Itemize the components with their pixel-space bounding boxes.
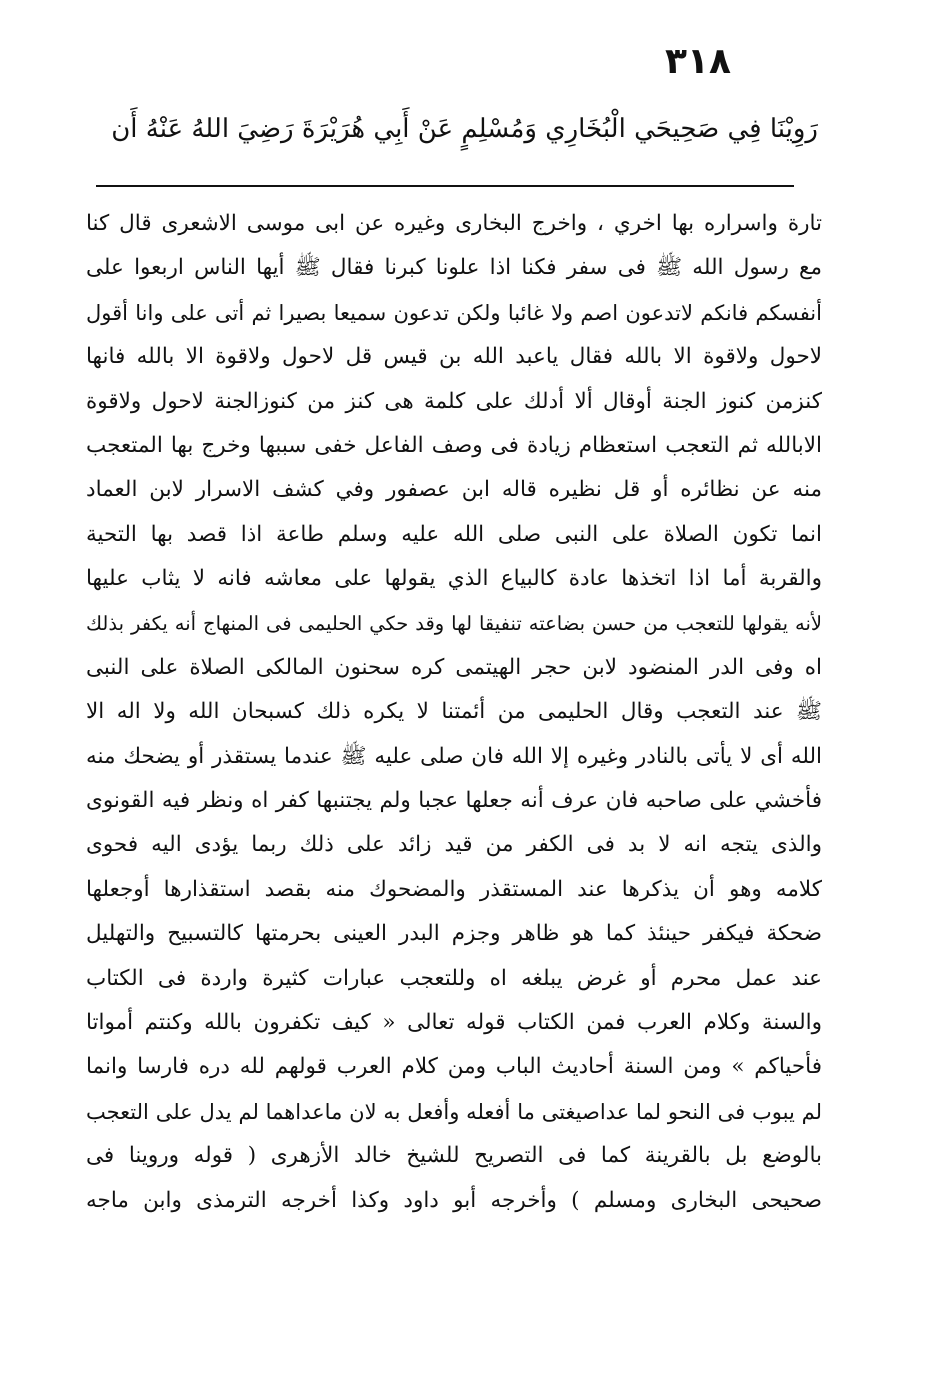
commentary-line: والذى يتجه انه لا بد فى الكفر من قيد زائد على ذلك ربما يؤدى اليه فحوى xyxy=(86,832,822,858)
commentary-line: تارة واسراره بها اخري ، واخرج البخارى وغيره عن ابى موسى الاشعرى قال كنا xyxy=(86,211,822,236)
commentary-line: مع رسول الله ﷺ فى سفر فكنا اذا علونا كبرنا فقال ﷺ أيها الناس اربعوا على xyxy=(86,255,822,281)
page-number: ٣١٨ xyxy=(665,41,731,82)
commentary-line: منه عن نظائره أو قل نظيره قاله ابن عصفور وفي كشف الاسرار لابن العماد xyxy=(86,477,822,503)
commentary-line: كنزمن كنوز الجنة أوقال ألا أدلك على كلمة هى كنز من كنوزالجنة لاحول ولاقوة xyxy=(86,388,822,414)
commentary-line: اه وفى الدر المنضود لابن حجر الهيتمى كره سحنون المالكى الصلاة على النبى xyxy=(86,654,822,680)
commentary-line: والسنة وكلام العرب فمن الكتاب قوله تعالى « كيف تكفرون بالله وكنتم أمواتا xyxy=(86,1010,822,1036)
commentary-line: فأخشي على صاحبه فان عرف أنه جعلها عجبا ولم يجتنبها كفر اه ونظر فيه القونوى xyxy=(86,788,822,814)
commentary-line: صحيحى البخارى ومسلم ) وأخرجه أبو داود وكذا أخرجه الترمذى وابن ماجه xyxy=(86,1187,822,1213)
commentary-line: والقربة أما اذا اتخذها عادة كالبياع الذي يقولها على معاشه فانه لا يثاب عليها xyxy=(86,566,822,592)
separator-rule xyxy=(96,185,794,187)
commentary-block xyxy=(86,202,822,1223)
commentary-line: لم يبوب فى النحو لما عداصيغتى ما أفعله وأفعل به لان ماعداهما لم يدل على التعجب xyxy=(86,1099,822,1124)
commentary-line: الابالله ثم التعجب استعظام زيادة فى وصف الفاعل خفى سببها وخرج بها المتعجب xyxy=(86,432,822,458)
commentary-line: عند عمل محرم أو غرض يبلغه اه وللتعجب عبارات كثيرة واردة فى الكتاب xyxy=(86,965,822,991)
commentary-line: أنفسكم فانكم لاتدعون اصم ولا غائبا ولكن تدعون سميعا بصيرا ثم أتى على وانا أقول xyxy=(86,300,822,325)
commentary-line: كلامه وهو أن يذكرها عند المستقذر والمضحوك منه بقصد استقذارها أوجعلها xyxy=(86,876,822,902)
main-text-line: رَوِيْنَا فِي صَحِيحَي الْبُخَارِي وَمُسْلِمٍ عَنْ أَبِي هُرَيْرَةَ رَضِيَ اللهُ عَنْهُ أَن xyxy=(111,114,818,144)
commentary-line: انما تكون الصلاة على النبى صلى الله عليه وسلم طاعة اذا قصد بها التحية xyxy=(86,521,822,547)
commentary-line: فأحياكم » ومن السنة أحاديث الباب ومن كلام العرب قولهم لله دره فارسا وانما xyxy=(86,1054,822,1080)
commentary-line: بالوضع بل بالقرينة كما فى التصريح للشيخ خالد الأزهرى ( قوله وروينا فى xyxy=(86,1143,822,1169)
commentary-line: ضحكة فيكفر حينئذ كما هو ظاهر وجزم البدر العينى بحرمتها كالتسبيح والتهليل xyxy=(86,921,822,947)
commentary-line: لأنه يقولها للتعجب من حسن بضاعته تنفيقا لها وقد حكي الحليمى فى المنهاج أنه يكفر بذلك xyxy=(86,611,822,635)
commentary-line: ﷺ عند التعجب وقال الحليمى من أئمتنا لا يكره ذلك كسبحان الله ولا اله الا xyxy=(86,699,822,725)
commentary-line: لاحول ولاقوة الا بالله فقال ياعبد الله بن قيس قل لاحول ولاقوة الا بالله فانها xyxy=(86,344,822,370)
commentary-line: الله أى لا يأتى بالنادر وغيره إلا الله فان صلى عليه ﷺ عندما يستقذر أو يضحك منه xyxy=(86,743,822,769)
